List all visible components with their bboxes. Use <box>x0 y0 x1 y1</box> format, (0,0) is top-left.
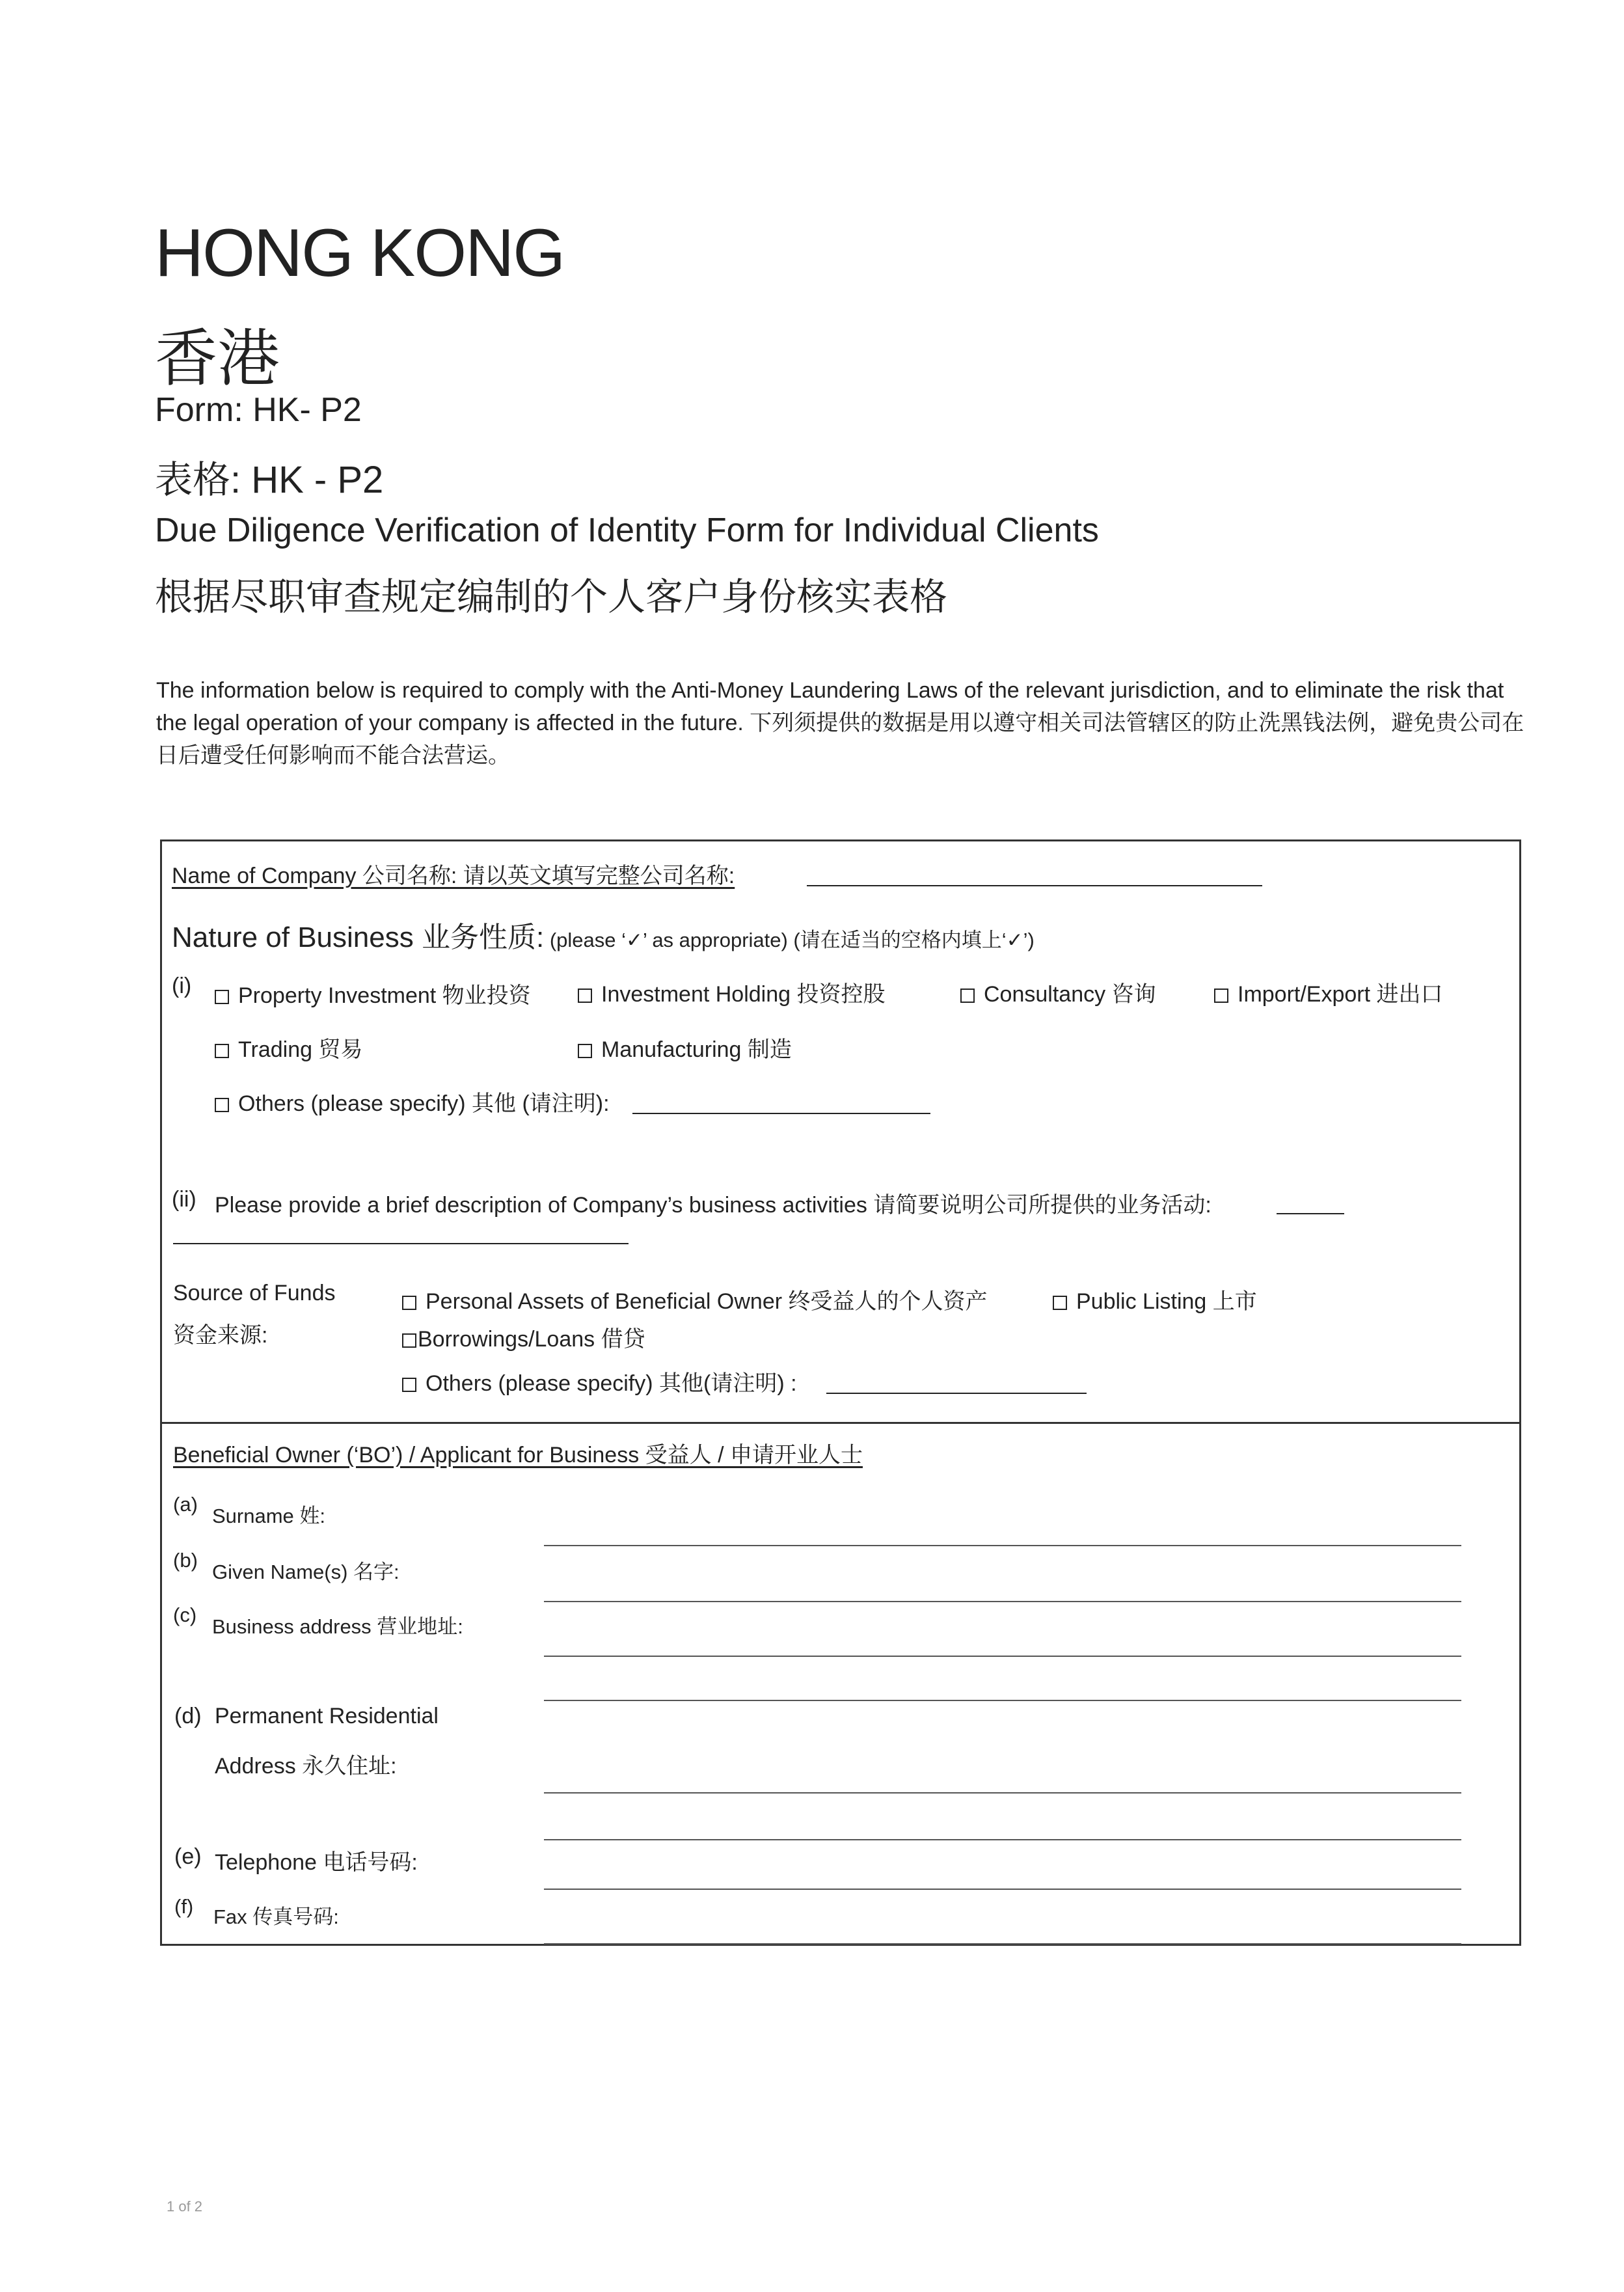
option-others[interactable]: Others (please specify) 其他 (请注明): <box>215 1085 610 1117</box>
checkbox[interactable] <box>960 989 975 1003</box>
option-manufacturing[interactable]: Manufacturing 制造 <box>578 1031 792 1063</box>
title-hong-kong: HONG KONG <box>155 215 565 291</box>
checkbox[interactable] <box>402 1333 416 1348</box>
form-subtitle: Due Diligence Verification of Identity Form for Individual Clients <box>155 512 1099 549</box>
others-specify-field[interactable] <box>632 1113 930 1114</box>
marker-b: (b) <box>173 1549 198 1572</box>
marker-c: (c) <box>173 1603 197 1626</box>
title-hong-kong-zh: 香港 <box>155 324 280 394</box>
beneficial-owner-heading: Beneficial Owner (‘BO’) / Applicant for Business 受益人 / 申请开业人士 <box>173 1443 863 1467</box>
business-address-field[interactable] <box>544 1656 1461 1657</box>
address-label: Address 永久住址: <box>215 1754 397 1779</box>
fax-field[interactable] <box>544 1943 1461 1944</box>
form-subtitle-zh: 根据尽职审查规定编制的个人客户身份核实表格 <box>155 576 948 618</box>
form-number-zh: 表格: HK - P2 <box>155 459 384 501</box>
page-number: 1 of 2 <box>167 2198 203 2215</box>
residential-address-field-2[interactable] <box>544 1839 1461 1840</box>
checkbox[interactable] <box>578 989 592 1003</box>
marker-d: (d) <box>174 1704 202 1728</box>
permanent-residential-label: Permanent Residential <box>215 1704 439 1728</box>
intro-paragraph: The information below is required to comply with the Anti-Money Laundering Laws of the relevant jurisdiction, and to eliminate the risk that the legal operation of your company is affected in the future. 下列须提供的数据是用以遵守相关司法管辖区的防止洗黑钱法例，避免贵公司在日后遭受任何影响而不能合法营运。 <box>156 678 1524 768</box>
checkbox[interactable] <box>578 1044 592 1058</box>
given-name-field[interactable] <box>544 1601 1461 1602</box>
telephone-field[interactable] <box>544 1889 1461 1890</box>
nature-hint: (please ‘✓’ as appropriate) (请在适当的空格内填上‘✓’) <box>544 929 1035 951</box>
checkbox[interactable] <box>1214 989 1228 1003</box>
funds-label-zh: 资金来源: <box>173 1323 268 1348</box>
business-description-field[interactable] <box>1277 1213 1344 1214</box>
business-description-label: Please provide a brief description of Company’s business activities 请简要说明公司所提供的业务活动: <box>215 1193 1211 1218</box>
marker-f: (f) <box>174 1895 194 1918</box>
company-name-field[interactable] <box>807 885 1262 886</box>
checkbox[interactable] <box>1053 1296 1067 1310</box>
option-funds-others[interactable]: Others (please specify) 其他(请注明) : <box>402 1365 797 1397</box>
marker-i: (i) <box>172 974 192 998</box>
surname-label: Surname 姓: <box>212 1505 326 1527</box>
option-personal-assets[interactable]: Personal Assets of Beneficial Owner 终受益人的个人资产 <box>402 1283 988 1315</box>
telephone-label: Telephone 电话号码: <box>215 1850 418 1875</box>
business-address-label: Business address 营业地址: <box>212 1615 463 1638</box>
option-public-listing[interactable]: Public Listing 上市 <box>1053 1283 1257 1315</box>
option-property-investment[interactable]: Property Investment 物业投资 <box>215 977 531 1009</box>
checkbox[interactable] <box>215 990 229 1004</box>
funds-label: Source of Funds <box>173 1281 336 1305</box>
surname-field[interactable] <box>544 1545 1461 1546</box>
marker-e: (e) <box>174 1844 202 1869</box>
checkbox[interactable] <box>215 1044 229 1058</box>
option-trading[interactable]: Trading 贸易 <box>215 1031 362 1063</box>
business-description-field-2[interactable] <box>173 1243 629 1244</box>
marker-a: (a) <box>173 1493 198 1516</box>
residential-address-field[interactable] <box>544 1792 1461 1794</box>
option-consultancy[interactable]: Consultancy 咨询 <box>960 976 1156 1008</box>
company-name-label: Name of Company 公司名称: 请以英文填写完整公司名称: <box>172 864 735 888</box>
checkbox[interactable] <box>402 1296 416 1310</box>
nature-label: Nature of Business 业务性质: <box>172 921 545 953</box>
fax-label: Fax 传真号码: <box>213 1905 339 1928</box>
checkbox[interactable] <box>402 1378 416 1392</box>
form-number: Form: HK- P2 <box>155 391 362 429</box>
option-investment-holding[interactable]: Investment Holding 投资控股 <box>578 976 886 1008</box>
given-name-label: Given Name(s) 名字: <box>212 1561 399 1583</box>
funds-others-field[interactable] <box>826 1393 1087 1394</box>
option-import-export[interactable]: Import/Export 进出口 <box>1214 976 1443 1008</box>
checkbox[interactable] <box>215 1098 229 1112</box>
option-borrowings[interactable]: Borrowings/Loans 借贷 <box>402 1321 645 1353</box>
nature-of-business <box>172 914 1035 955</box>
business-address-field-2[interactable] <box>544 1700 1461 1701</box>
marker-ii: (ii) <box>172 1187 196 1212</box>
